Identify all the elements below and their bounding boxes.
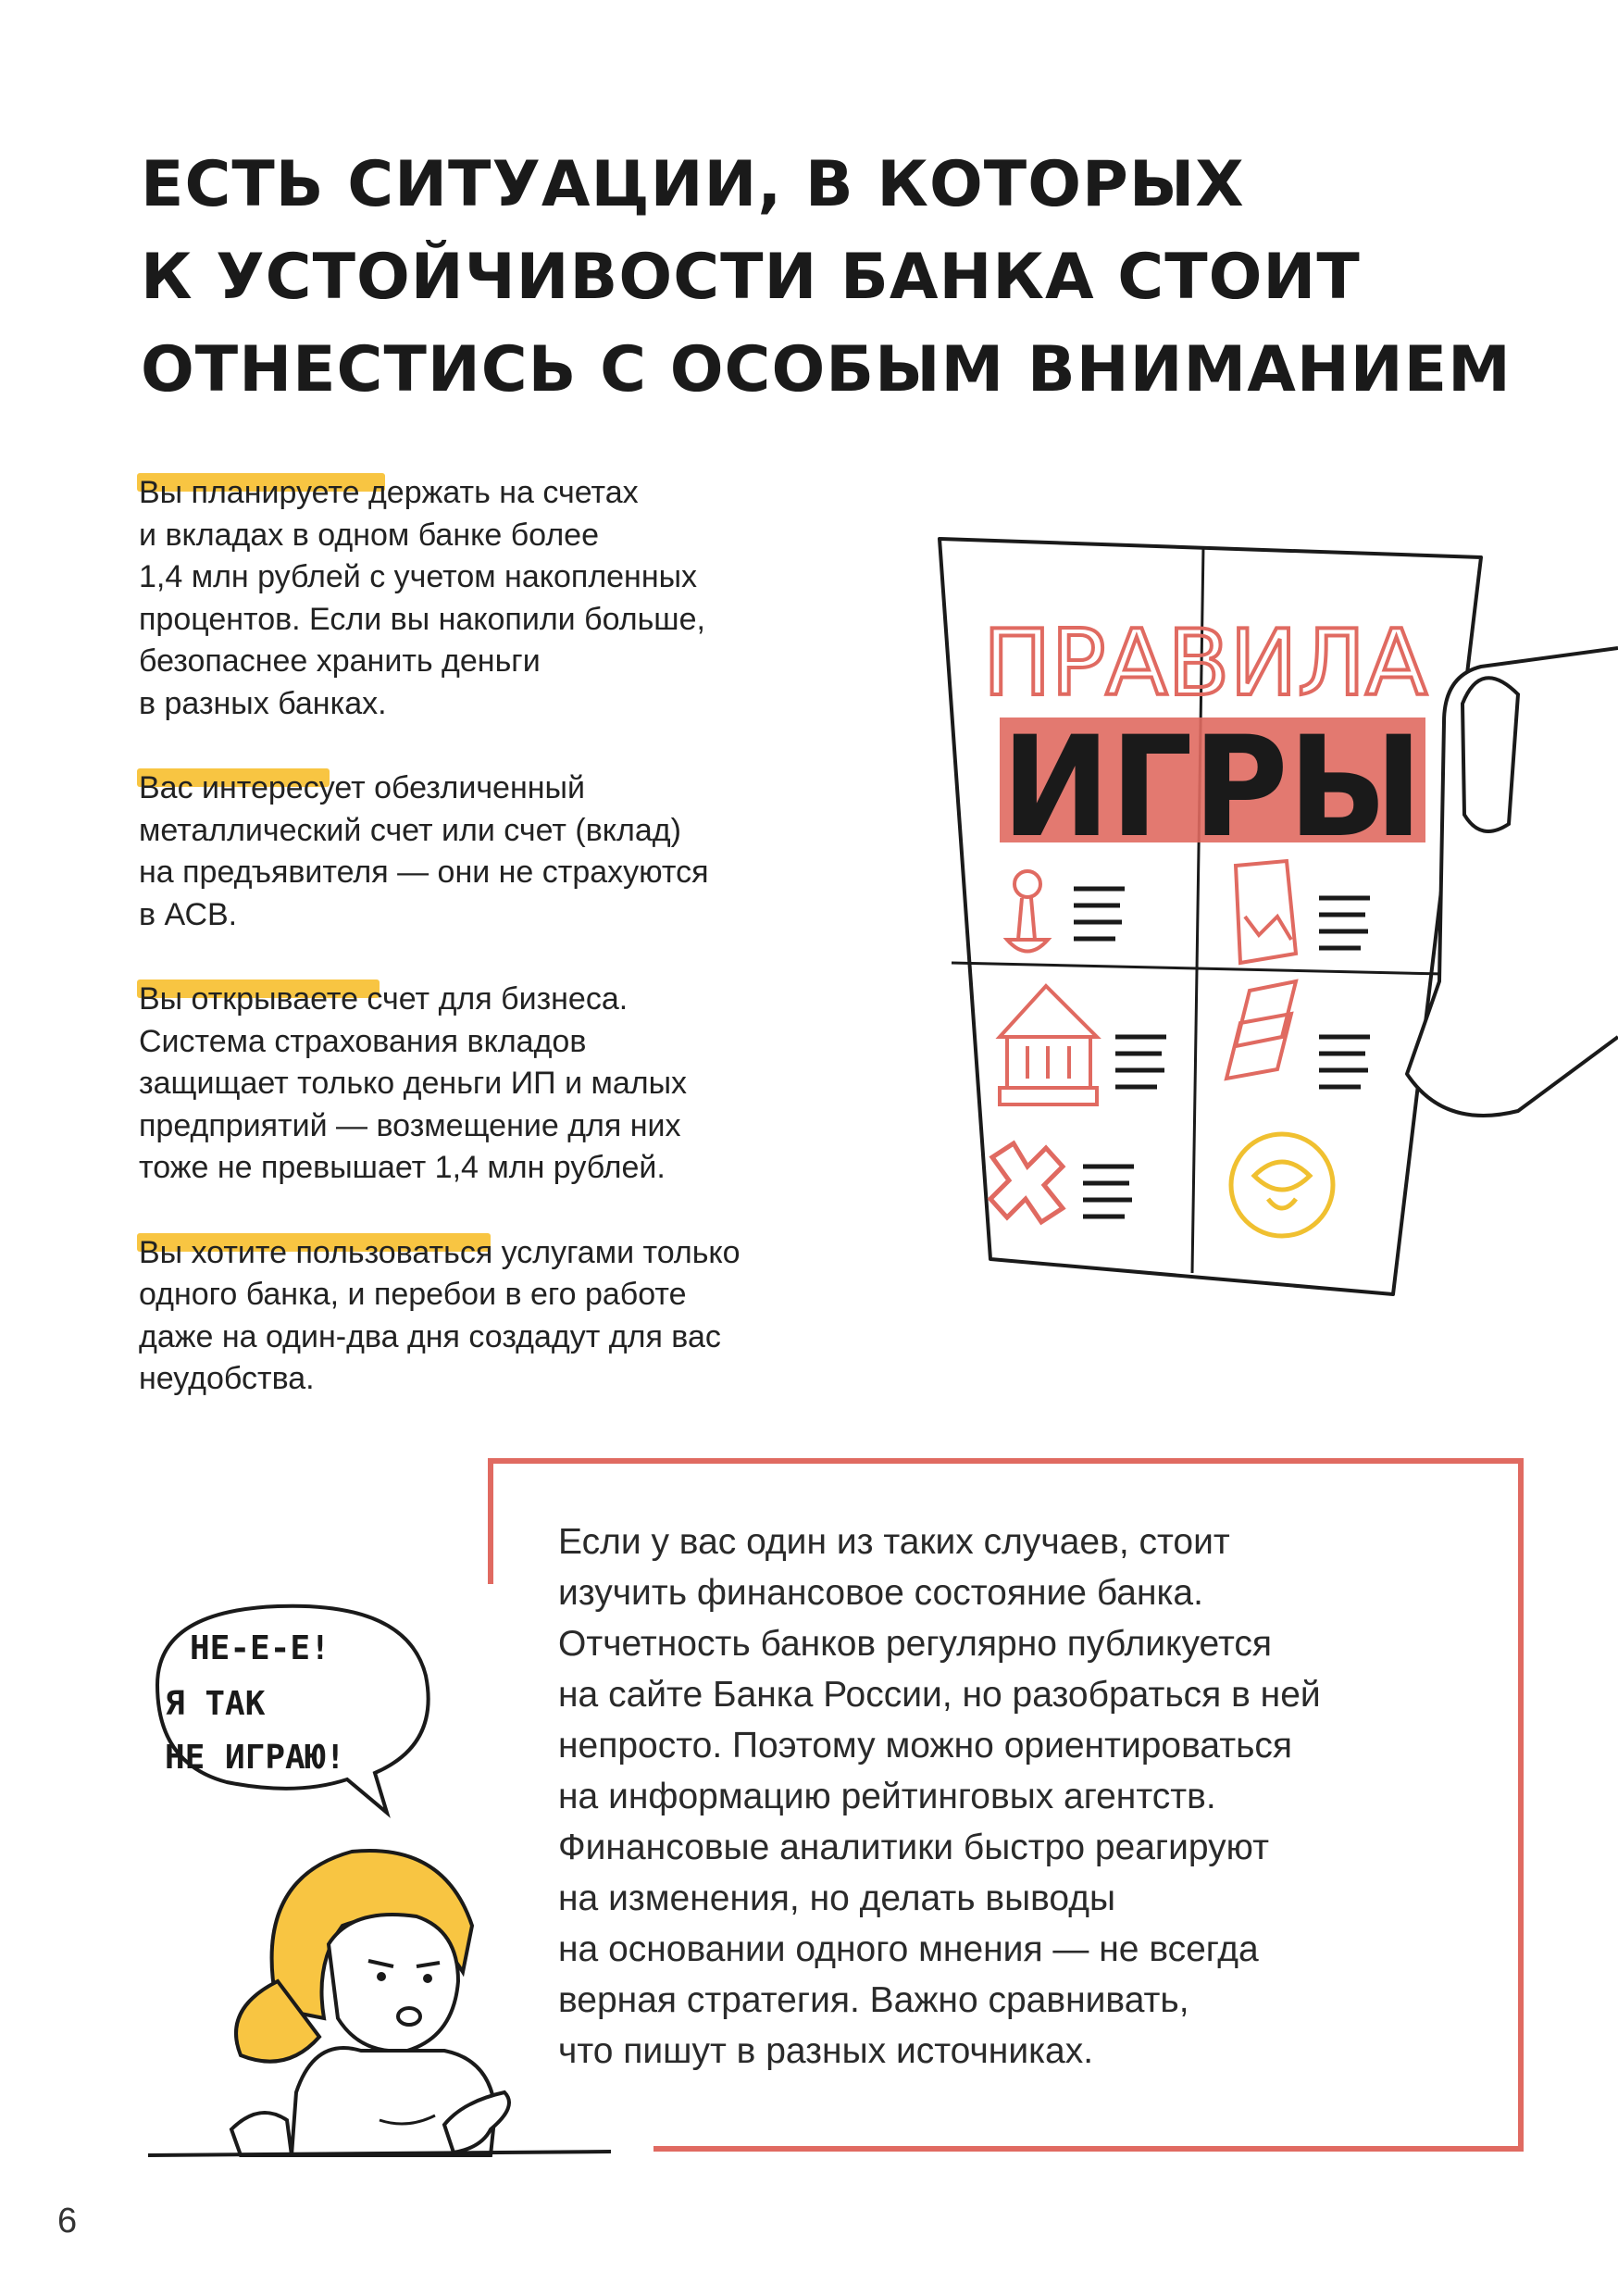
situation-line: Вы планируете держать на счетах <box>139 475 639 510</box>
heading-line: ОТНЕСТИСЬ С ОСОБЫМ ВНИМАНИЕМ <box>141 333 1512 406</box>
info-line: что пишут в разных источниках. <box>558 2031 1094 2071</box>
info-line: Финансовые аналитики быстро реагируют <box>558 1828 1269 1867</box>
situation-line: металлический счет или счет (вклад) <box>139 812 681 848</box>
situation-item <box>139 1232 842 1401</box>
situation-line: одного банка, и перебои в его работе <box>139 1277 687 1312</box>
speech-line: НЕ ИГРАЮ! <box>165 1739 346 1777</box>
situation-line: процентов. Если вы накопили больше, <box>139 601 705 637</box>
info-line: непросто. Поэтому можно ориентироваться <box>558 1726 1293 1766</box>
situation-line: тоже не превышает 1,4 млн рублей. <box>139 1150 666 1185</box>
situation-line: в АСВ. <box>139 896 238 932</box>
situation-line: 1,4 млн рублей с учетом накопленных <box>139 559 698 594</box>
speech-line: НЕ-Е-Е! <box>190 1629 330 1667</box>
speech-line: Я ТАК <box>165 1685 266 1723</box>
situation-item <box>139 472 842 725</box>
info-line: Если у вас один из таких случаев, стоит <box>558 1522 1230 1562</box>
situation-line: на предъявителя — они не страхуются <box>139 855 709 890</box>
info-line: изучить финансовое состояние банка. <box>558 1573 1203 1613</box>
situation-line: даже на один-два дня создадут для вас <box>139 1318 721 1354</box>
situation-line: Вас интересует обезличенный <box>139 770 585 805</box>
heading-line: ЕСТЬ СИТУАЦИИ, В КОТОРЫХ <box>141 148 1245 221</box>
situation-line: безопаснее хранить деньги <box>139 643 541 679</box>
info-box-text <box>558 1516 1502 2077</box>
info-line: на изменения, но делать выводы <box>558 1878 1116 1918</box>
situation-line: предприятий — возмещение для них <box>139 1107 681 1143</box>
page-number: 6 <box>57 2202 78 2240</box>
situation-item <box>139 979 842 1190</box>
rules-title-top: ПРАВИЛА <box>983 611 1427 717</box>
situation-line: в разных банках. <box>139 685 387 721</box>
rules-title-bottom: ИГРЫ <box>1002 707 1423 868</box>
info-line: на информацию рейтинговых агентств. <box>558 1777 1216 1816</box>
info-box-frame-left <box>488 1458 493 1584</box>
info-line: Отчетность банков регулярно публикуется <box>558 1624 1272 1664</box>
rules-of-game-illustration <box>926 518 1618 1333</box>
heading-line: К УСТОЙЧИВОСТИ БАНКА СТОИТ <box>141 241 1361 314</box>
info-box-frame-bottom <box>653 2146 1524 2152</box>
situation-line: Вы хотите пользоваться услугами только <box>139 1234 741 1270</box>
situation-line: Система страхования вкладов <box>139 1023 587 1059</box>
situation-line: защищает только деньги ИП и малых <box>139 1066 688 1101</box>
situation-line: неудобства. <box>139 1361 315 1396</box>
info-line: на сайте Банка России, но разобраться в ней <box>558 1675 1321 1715</box>
situations-list <box>139 472 842 1443</box>
page-heading <box>141 139 1529 417</box>
situation-line: Вы открываете счет для бизнеса. <box>139 981 629 1017</box>
situation-item <box>139 767 842 936</box>
situation-line: и вкладах в одном банке более <box>139 517 600 553</box>
info-line: на основании одного мнения — не всегда <box>558 1929 1259 1969</box>
info-line: верная стратегия. Важно сравнивать, <box>558 1980 1189 2020</box>
